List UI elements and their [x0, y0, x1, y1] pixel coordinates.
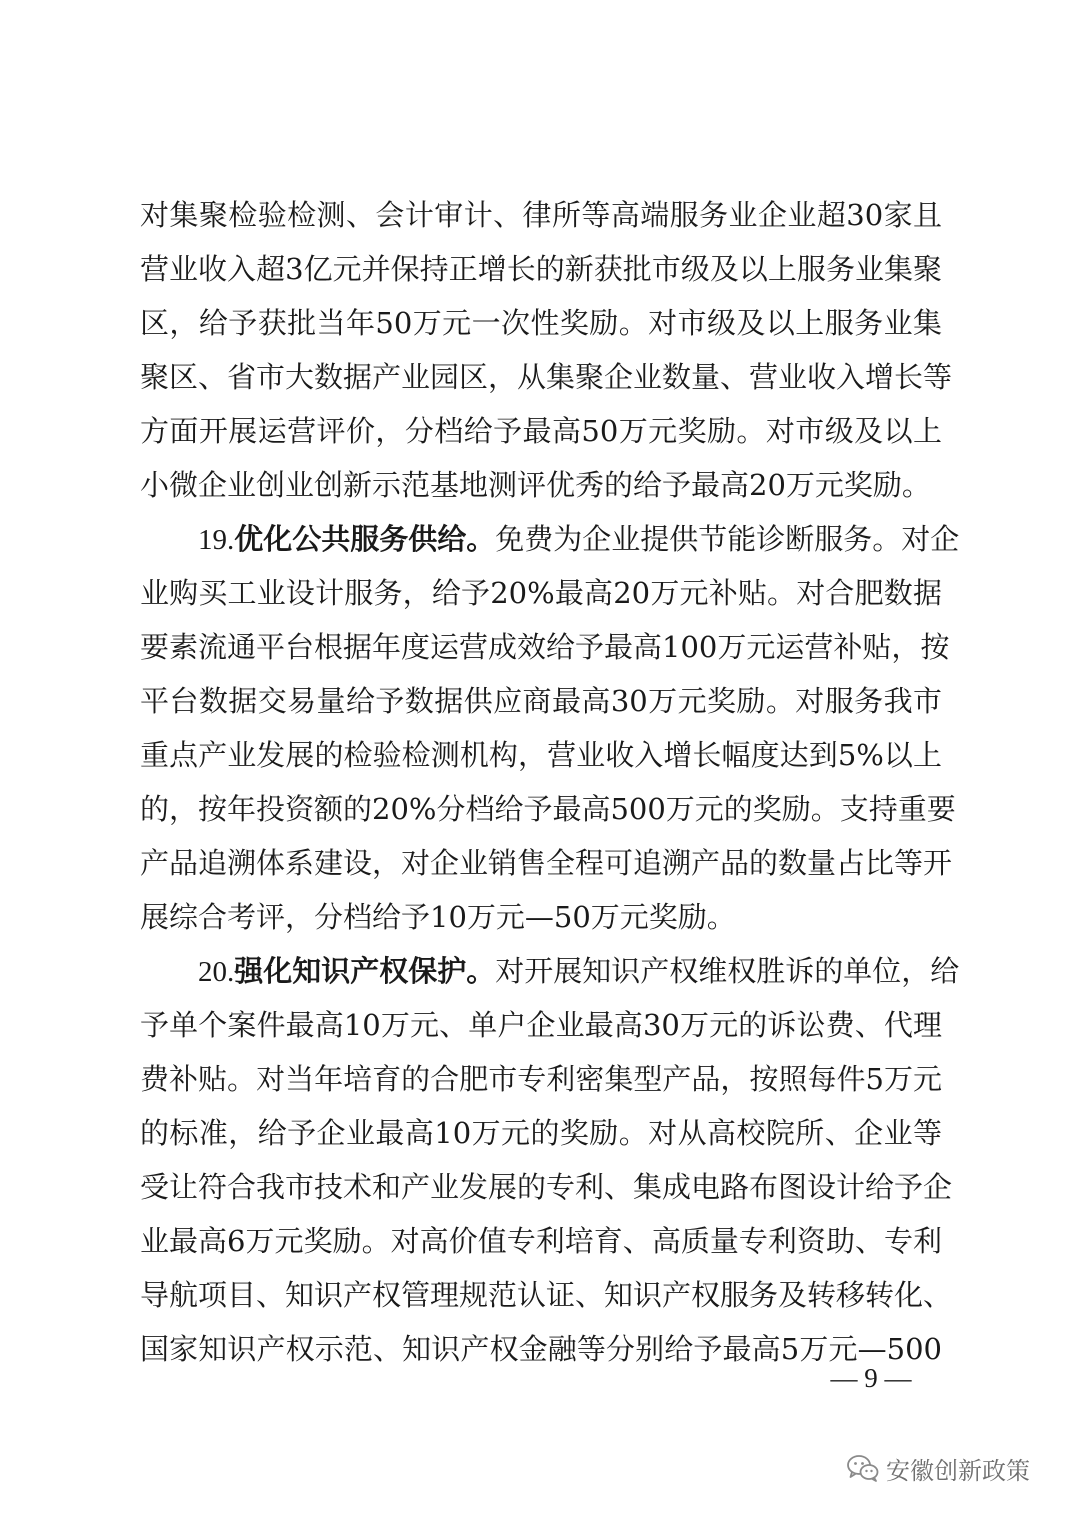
text-line: 的，按年投资额的20%分档给予最高500万元的奖励。支持重要: [140, 792, 956, 826]
item-19-text: 免费为企业提供节能诊断服务。对企: [495, 522, 960, 556]
body-text: [140, 188, 960, 1376]
text-line: 业最高6万元奖励。对高价值专利培育、高质量专利资助、专利: [140, 1224, 942, 1258]
text-line: 费补贴。对当年培育的合肥市专利密集型产品，按照每件5万元: [140, 1062, 942, 1096]
text-line: 区，给予获批当年50万元一次性奖励。对市级及以上服务业集: [140, 306, 942, 340]
text-line: 予单个案件最高10万元、单户企业最高30万元的诉讼费、代理: [140, 1008, 942, 1042]
text-line: 方面开展运营评价，分档给予最高50万元奖励。对市级及以上: [140, 414, 942, 448]
text-line: 小微企业创业创新示范基地测评优秀的给予最高20万元奖励。: [140, 468, 931, 502]
watermark-text: 安徽创新政策: [886, 1456, 1030, 1485]
text-line: 重点产业发展的检验检测机构，营业收入增长幅度达到5%以上: [140, 738, 942, 772]
text-line: 对集聚检验检测、会计审计、律所等高端服务业企业超30家且: [140, 198, 942, 232]
item-20-heading: 强化知识产权保护。: [234, 954, 496, 988]
item-20-number: 20.: [198, 956, 235, 988]
text-line: 受让符合我市技术和产业发展的专利、集成电路布图设计给予企: [140, 1170, 953, 1204]
text-line: 聚区、省市大数据产业园区，从集聚企业数量、营业收入增长等: [140, 360, 953, 394]
text-line: 营业收入超3亿元并保持正增长的新获批市级及以上服务业集聚: [140, 252, 942, 286]
item-19-first-line: [140, 512, 960, 566]
text-line: 业购买工业设计服务，给予20%最高20万元补贴。对合肥数据: [140, 576, 942, 610]
item-19-number: 19.: [198, 524, 235, 556]
item-20-first-line: [140, 944, 960, 998]
text-line: 国家知识产权示范、知识产权金融等分别给予最高5万元—500: [140, 1332, 942, 1366]
text-line: 平台数据交易量给予数据供应商最高30万元奖励。对服务我市: [140, 684, 942, 718]
text-line: 产品追溯体系建设，对企业销售全程可追溯产品的数量占比等开: [140, 846, 953, 880]
watermark: [846, 1450, 1030, 1486]
text-line: 的标准，给予企业最高10万元的奖励。对从高校院所、企业等: [140, 1116, 942, 1150]
text-line: 展综合考评，分档给予10万元—50万元奖励。: [140, 900, 736, 934]
item-20-text: 对开展知识产权维权胜诉的单位，给: [495, 954, 960, 988]
text-line: 要素流通平台根据年度运营成效给予最高100万元运营补贴，按: [140, 630, 950, 664]
wechat-icon: [846, 1453, 880, 1483]
item-19-heading: 优化公共服务供给。: [234, 522, 496, 556]
text-line: 导航项目、知识产权管理规范认证、知识产权服务及转移转化、: [140, 1278, 953, 1312]
page-number: — 9 —: [830, 1363, 912, 1393]
